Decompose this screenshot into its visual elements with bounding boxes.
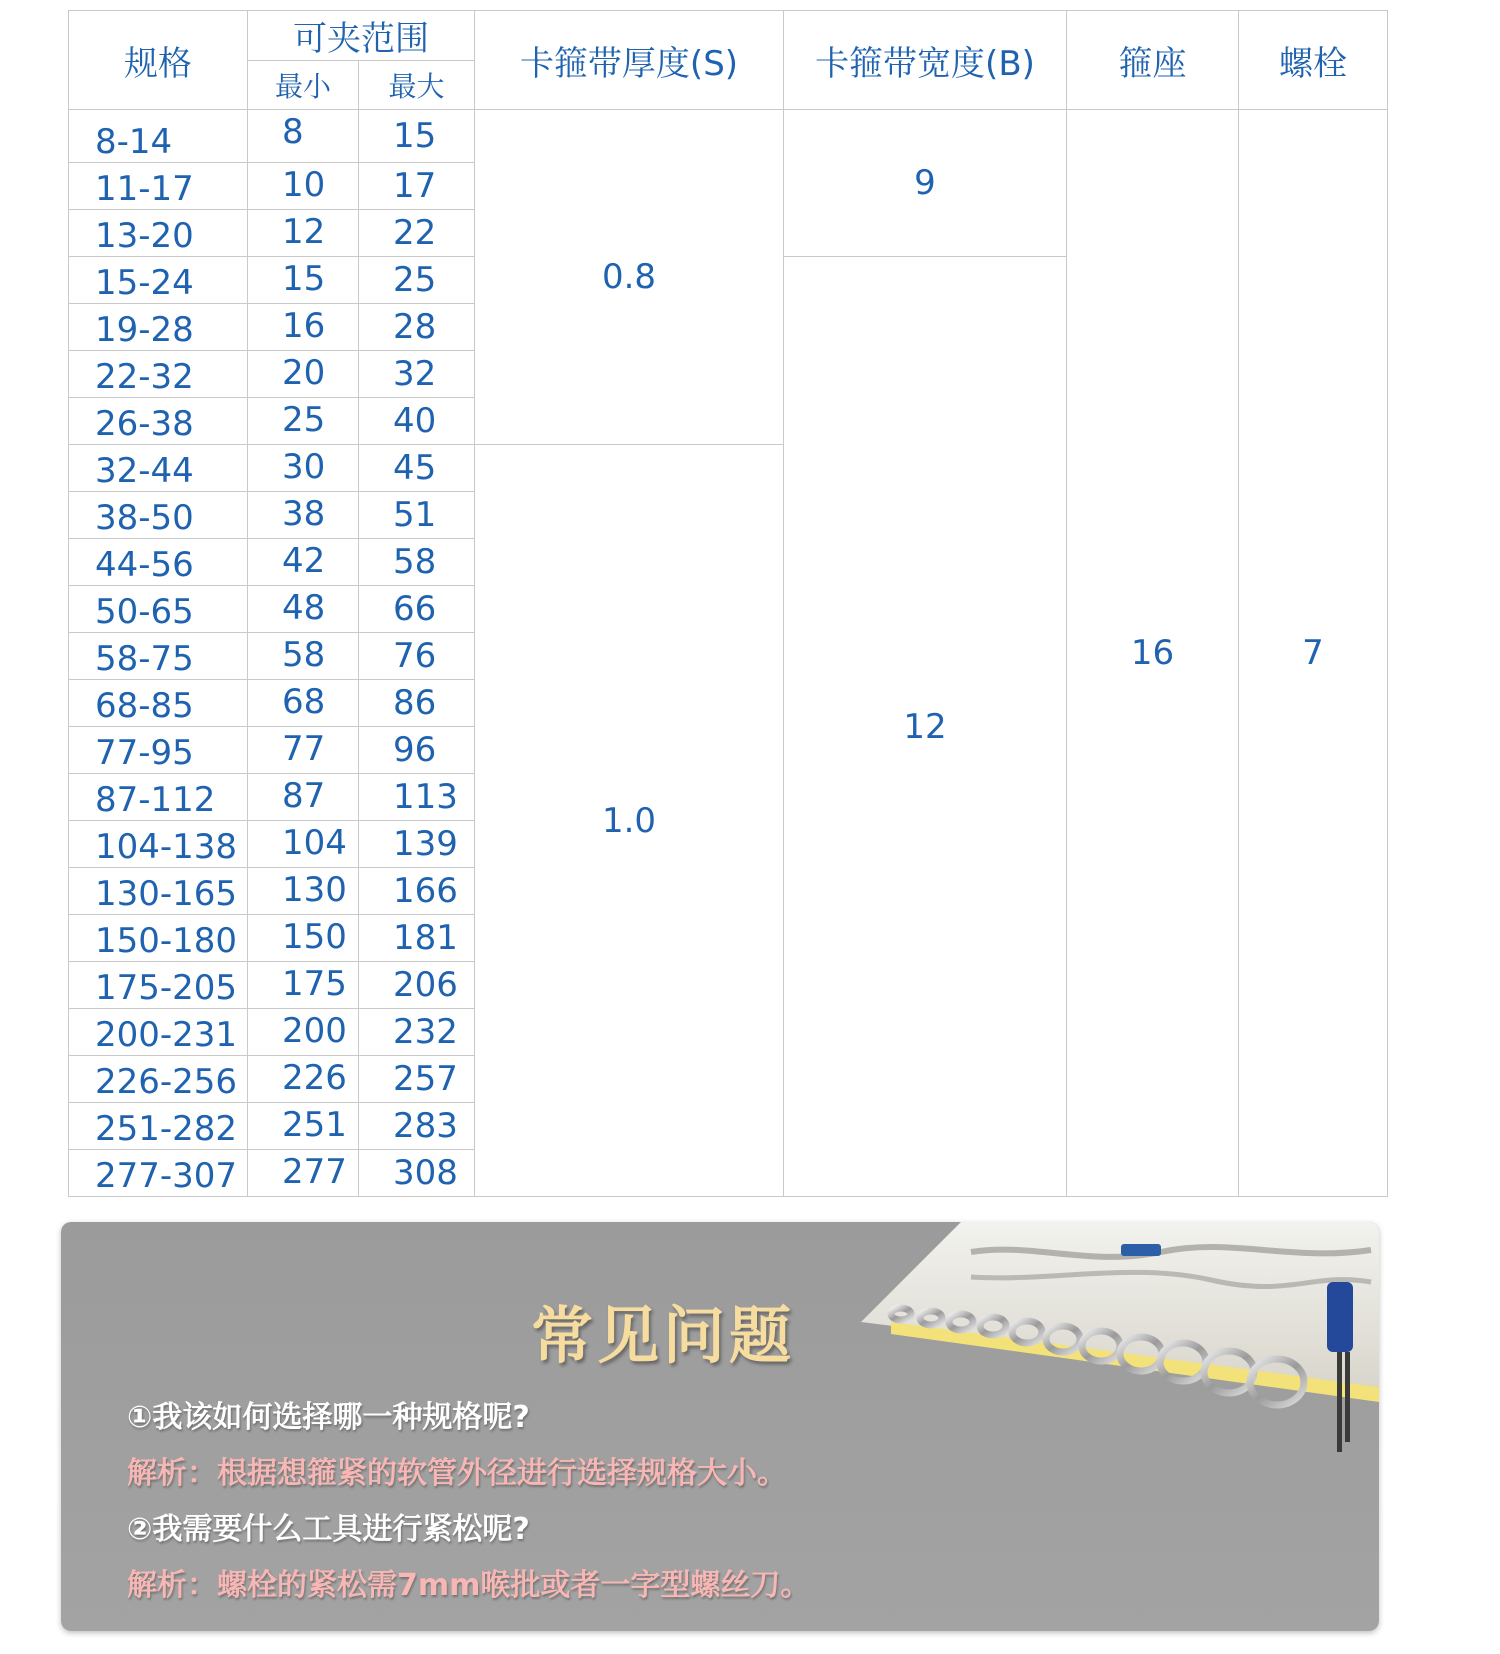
min-cell: 42 [248,539,359,586]
min-cell: 10 [248,163,359,210]
max-cell: 308 [359,1150,475,1197]
thickness-cell: 1.0 [475,445,784,1197]
spec-cell: 13-20 [69,210,248,257]
min-cell: 226 [248,1056,359,1103]
spec-cell: 87-112 [69,774,248,821]
max-cell: 40 [359,398,475,445]
faq-question-1: ①我该如何选择哪一种规格呢? [127,1400,530,1435]
max-cell: 257 [359,1056,475,1103]
max-cell: 283 [359,1103,475,1150]
seat-cell: 16 [1067,110,1239,1197]
spec-cell: 104-138 [69,821,248,868]
min-cell: 277 [248,1150,359,1197]
header-width: 卡箍带宽度(B) [784,11,1067,110]
spec-cell: 32-44 [69,445,248,492]
spec-cell: 226-256 [69,1056,248,1103]
spec-cell: 68-85 [69,680,248,727]
width-cell: 9 [784,110,1067,257]
max-cell: 181 [359,915,475,962]
max-cell: 96 [359,727,475,774]
min-cell: 251 [248,1103,359,1150]
min-cell: 130 [248,868,359,915]
max-cell: 58 [359,539,475,586]
spec-cell: 200-231 [69,1009,248,1056]
max-cell: 15 [359,110,475,163]
max-cell: 86 [359,680,475,727]
max-cell: 113 [359,774,475,821]
spec-cell: 277-307 [69,1150,248,1197]
spec-cell: 58-75 [69,633,248,680]
table-row [69,110,1388,163]
spec-cell: 50-65 [69,586,248,633]
spec-cell: 11-17 [69,163,248,210]
header-seat: 箍座 [1067,11,1239,110]
bolt-cell: 7 [1239,110,1388,1197]
thickness-cell: 0.8 [475,110,784,445]
spec-cell: 26-38 [69,398,248,445]
spec-cell: 130-165 [69,868,248,915]
max-cell: 25 [359,257,475,304]
max-cell: 76 [359,633,475,680]
max-cell: 139 [359,821,475,868]
faq-answer-1: 解析：根据想箍紧的软管外径进行选择规格大小。 [127,1456,787,1491]
spec-cell: 38-50 [69,492,248,539]
min-cell: 8 [248,110,359,163]
header-bolt: 螺栓 [1239,11,1388,110]
min-cell: 12 [248,210,359,257]
spec-cell: 22-32 [69,351,248,398]
table-body [69,110,1388,1197]
faq-panel [61,1222,1379,1631]
min-cell: 104 [248,821,359,868]
spec-cell: 150-180 [69,915,248,962]
max-cell: 28 [359,304,475,351]
max-cell: 166 [359,868,475,915]
min-cell: 15 [248,257,359,304]
max-cell: 232 [359,1009,475,1056]
min-cell: 38 [248,492,359,539]
spec-table [68,10,1388,1197]
faq-answer-2: 解析：螺栓的紧松需7mm喉批或者一字型螺丝刀。 [127,1568,811,1603]
faq-title: 常见问题 [531,1299,796,1372]
max-cell: 45 [359,445,475,492]
min-cell: 16 [248,304,359,351]
min-cell: 58 [248,633,359,680]
spec-cell: 8-14 [69,110,248,163]
max-cell: 32 [359,351,475,398]
faq-question-2: ②我需要什么工具进行紧松呢? [127,1512,530,1547]
spec-cell: 19-28 [69,304,248,351]
min-cell: 25 [248,398,359,445]
min-cell: 48 [248,586,359,633]
max-cell: 17 [359,163,475,210]
clamp-rack-image [831,1222,1379,1462]
min-cell: 200 [248,1009,359,1056]
spec-cell: 175-205 [69,962,248,1009]
max-cell: 206 [359,962,475,1009]
spec-cell: 15-24 [69,257,248,304]
spec-cell: 77-95 [69,727,248,774]
spec-cell: 44-56 [69,539,248,586]
min-cell: 77 [248,727,359,774]
header-max: 最大 [359,61,475,110]
min-cell: 150 [248,915,359,962]
min-cell: 30 [248,445,359,492]
max-cell: 22 [359,210,475,257]
min-cell: 175 [248,962,359,1009]
spec-cell: 251-282 [69,1103,248,1150]
min-cell: 20 [248,351,359,398]
min-cell: 87 [248,774,359,821]
header-range: 可夹范围 [248,11,475,61]
header-thickness: 卡箍带厚度(S) [475,11,784,110]
max-cell: 66 [359,586,475,633]
max-cell: 51 [359,492,475,539]
header-spec: 规格 [69,11,248,110]
min-cell: 68 [248,680,359,727]
header-min: 最小 [248,61,359,110]
width-cell: 12 [784,257,1067,1197]
